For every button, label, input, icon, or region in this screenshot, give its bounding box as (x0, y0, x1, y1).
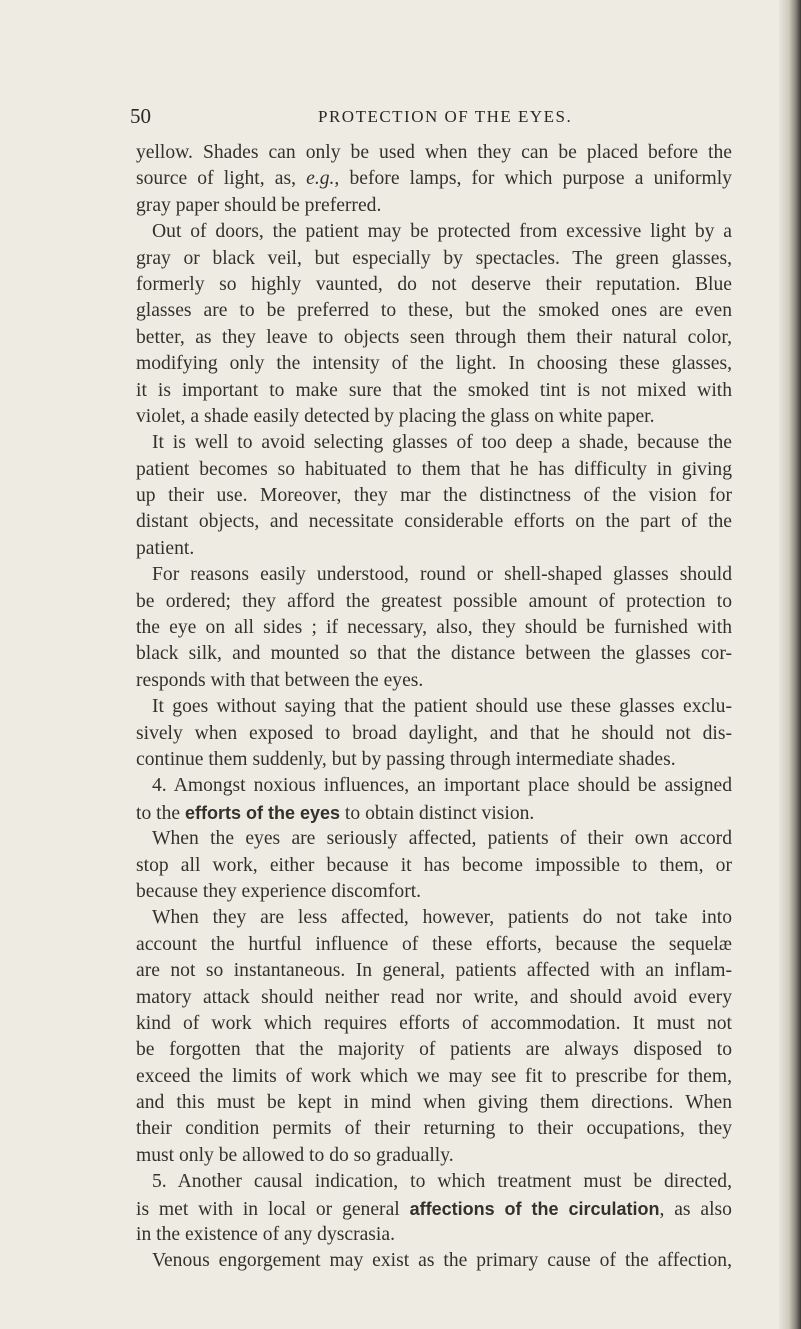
text-line (136, 879, 732, 905)
text-line (136, 1143, 732, 1169)
text-line (136, 219, 732, 245)
text-segment: in the existence of any dyscrasia. (136, 1224, 395, 1246)
text-segment: it is important to make sure that the smoked tint is not mixed with (136, 379, 732, 401)
text-line (136, 483, 732, 509)
text-segment: be ordered; they afford the greatest possible amount of protection to (136, 590, 732, 612)
text-line (136, 958, 732, 984)
text-line (136, 457, 732, 483)
text-segment: yellow. Shades can only be used when they can be placed before the (136, 142, 732, 163)
text-line (136, 1169, 732, 1195)
italic-text: e.g. (306, 168, 335, 190)
text-segment: gray paper should be preferred. (136, 194, 382, 216)
emphasized-heading-text: efforts of the eyes (184, 802, 341, 823)
text-segment: distant objects, and necessitate considerable efforts on the part of the (136, 511, 732, 533)
emphasized-heading-text: affections of the circulation (409, 1198, 660, 1219)
text-line (136, 773, 732, 799)
text-line (136, 325, 732, 351)
text-segment: glasses are to be preferred to these, but the smoked ones are even (136, 300, 732, 322)
text-line (136, 694, 732, 720)
page-number: 50 (130, 104, 151, 128)
text-segment: 4. Amongst noxious influences, an important place should be assigned (152, 775, 732, 797)
text-segment: , as also (659, 1198, 732, 1220)
text-line (136, 351, 732, 377)
text-segment: modifying only the intensity of the light. In choosing these glasses, (136, 353, 732, 375)
text-line (136, 589, 732, 615)
text-segment: their condition permits of their returning to their occupations, they (136, 1118, 732, 1140)
text-line (136, 826, 732, 852)
text-line (136, 430, 732, 456)
text-line (136, 298, 732, 324)
running-head: PROTECTION OF THE EYES. (318, 107, 573, 126)
text-line (136, 668, 732, 694)
text-segment: continue them suddenly, but by passing through intermediate shades. (136, 748, 676, 770)
text-segment: gray or black veil, but especially by spectacles. The green glasses, (136, 247, 732, 269)
text-segment: source of light, as, (136, 168, 307, 190)
text-line (136, 140, 732, 166)
text-segment: and this must be kept in mind when giving them directions. When (136, 1092, 732, 1114)
text-line (136, 246, 732, 272)
text-line (136, 641, 732, 667)
text-line (136, 536, 732, 562)
text-line (136, 166, 732, 192)
text-line (136, 1090, 732, 1116)
text-line (136, 1222, 732, 1248)
text-line (136, 747, 732, 773)
text-segment: to the (136, 802, 185, 824)
text-line (136, 985, 732, 1011)
text-segment: better, as they leave to objects seen through them their natural color, (136, 326, 732, 348)
text-line (136, 1248, 732, 1274)
text-line (136, 721, 732, 747)
page-header (130, 104, 730, 134)
text-line (136, 615, 732, 641)
text-segment: Venous engorgement may exist as the primary cause of the affection, (152, 1250, 732, 1272)
text-segment: up their use. Moreover, they mar the distinctness of the vision for (136, 485, 732, 507)
text-line (136, 509, 732, 535)
text-segment: formerly so highly vaunted, do not deserve their reputation. Blue (136, 273, 732, 295)
text-line (136, 800, 732, 826)
text-line (136, 932, 732, 958)
text-segment: because they experience discomfort. (136, 880, 422, 902)
text-line (136, 272, 732, 298)
text-segment: It goes without saying that the patient should use these glasses exclu- (152, 696, 732, 718)
text-segment: 5. Another causal indication, to which treatment must be directed, (152, 1171, 732, 1193)
text-line (136, 404, 732, 430)
text-segment: sively when exposed to broad daylight, and that he should not dis- (136, 722, 732, 744)
text-line (136, 378, 732, 404)
text-line (136, 1196, 732, 1222)
text-line (136, 562, 732, 588)
text-segment: violet, a shade easily detected by placing the glass on white paper. (136, 405, 655, 427)
text-line (136, 1011, 732, 1037)
text-segment: is met with in local or general (136, 1198, 410, 1220)
text-segment: kind of work which requires efforts of accommodation. It must not (136, 1012, 732, 1034)
text-segment: responds with that between the eyes. (136, 669, 424, 691)
text-segment: must only be allowed to do so gradually. (136, 1144, 454, 1166)
text-segment: patient. (136, 537, 195, 559)
text-segment: black silk, and mounted so that the distance between the glasses cor- (136, 643, 732, 665)
text-segment: are not so instantaneous. In general, patients affected with an inflam- (136, 960, 732, 982)
text-segment: Out of doors, the patient may be protected from excessive light by a (152, 221, 732, 243)
text-segment: , before lamps, for which purpose a uniformly (334, 168, 732, 190)
text-line (136, 1064, 732, 1090)
text-segment: patient becomes so habituated to them that he has difficulty in giving (136, 458, 732, 480)
text-segment: stop all work, either because it has become impossible to them, or (136, 854, 732, 876)
text-segment: exceed the limits of work which we may see fit to prescribe for them, (136, 1065, 732, 1087)
text-segment: It is well to avoid selecting glasses of too deep a shade, because the (152, 432, 732, 454)
text-segment: be forgotten that the majority of patients are always disposed to (136, 1039, 732, 1061)
text-segment: When the eyes are seriously affected, patients of their own accord (152, 828, 732, 850)
text-line (136, 1037, 732, 1063)
text-segment: When they are less affected, however, patients do not take into (152, 907, 732, 929)
text-line (136, 905, 732, 931)
text-line (136, 1116, 732, 1142)
text-segment: the eye on all sides ; if necessary, also, they should be furnished with (136, 617, 732, 639)
text-line (136, 193, 732, 219)
text-segment: matory attack should neither read nor write, and should avoid every (136, 986, 732, 1008)
page-edge-shadow (779, 0, 801, 1329)
text-segment: to obtain distinct vision. (340, 802, 535, 824)
body-text (136, 140, 732, 1275)
text-line (136, 853, 732, 879)
text-segment: account the hurtful influence of these efforts, because the sequelæ (136, 933, 732, 955)
text-segment: For reasons easily understood, round or shell-shaped glasses should (152, 564, 732, 586)
